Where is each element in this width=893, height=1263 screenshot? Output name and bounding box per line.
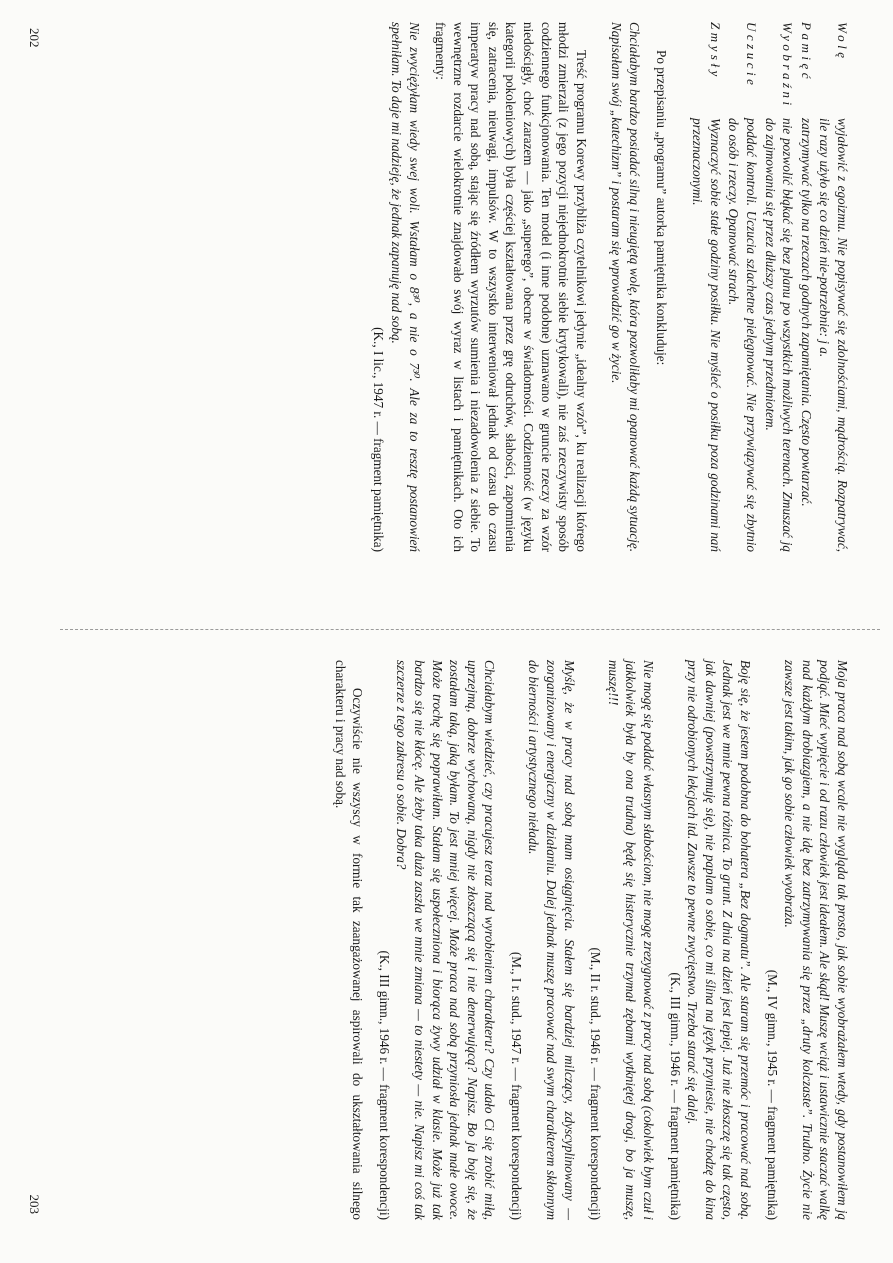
citation: (M., II r. stud., 1946 r. — fragment korespondencji)	[588, 947, 604, 1220]
row-label: Zmysły	[707, 22, 723, 80]
body-paragraph: Oczywiście nie wszyscy w formie tak zaangażowanej aspirowali do ukształtowania silnego charakteru i pracy nad sobą.	[332, 660, 366, 1220]
page-number: 203	[26, 1194, 42, 1214]
citation: (K., I lic., 1947 r. — fragment pamiętnika)	[371, 327, 387, 552]
intro-paragraph: Po przepisaniu „programu” autorka pamiętnika konkluduje:	[653, 50, 669, 366]
page-divider	[60, 629, 880, 630]
program-row-will	[816, 22, 851, 552]
row-text: nie pozwolić błąkać się bez planu po wszystkich możliwych terenach. Zmuszać ją do zajmowania się przez dłuższy czas jednym przedmiotem.	[762, 118, 796, 552]
citation: (M., IV gimn., 1945 r. — fragment pamiętnika)	[764, 969, 780, 1220]
citation: (K., III gimn., 1946 r. — fragment pamiętnika)	[667, 972, 683, 1220]
program-row-memory	[797, 22, 815, 552]
row-text: Wyznaczyć sobie stałe godziny posiłku. Nie myśleć o posiłku poza godzinami nań przeznaczonymi.	[690, 118, 723, 552]
row-text: poddać kontroli. Uczucia szlachetne pielęgnować. Nie przywiązywać się zbytnio do osób i rzeczy. Opanować strach.	[726, 118, 760, 552]
citation: (M., I r. stud., 1947 r. — fragment korespondencji)	[508, 951, 524, 1220]
quote-paragraph: Chciałabym wiedzieć, czy pracujesz teraz nad wyrobieniem charakteru? Czy udało Ci się zrobić miłą, uprzejmą, dobrze wychowaną, nigdy nie złoszczącą się i nie denerwującą? Napisz. Bo ja boję się, że zostałam taką, jaką byłam. To jest mniej więcej. Może praca nad sobą przyniosła jednak małe owoce. Może trochę się poprawiłam. Stałam się uspołeczniona i biorąca żywy udział w klasie. Może już tak bardzo się nie kłócę. Ale żeby taka duża zaszła we mnie zmiana — to niestety — nie. Napisz mi coś tak szczerze z tego zakresu o sobie. Dobra?	[394, 660, 498, 1220]
body-paragraph: Treść programu Korewy przybliża czytelnikowi jedynie „idealny wzór”, ku realizacji którego młodzi zmierzali (z jego pozycji niejednokrotnie siebie krytykowali), nie zaś rzeczywisty sposób codziennego funkcjonowania. Ten model (i inne podobne) uznawano w gruncie rzeczy za wzór niedościgły, choć zarazem — jako „superego”, obecne w świadomości. Codzienność (w języku kategorii pokoleniowych) była częściej kształtowana przez grę odruchów, słabości, zapomnienia się, zatracenia, nieuwagi, impulsów. W to wszystko interweniował jednak od czasu do czasu imperatyw pracy nad sobą, stając się źródłem wyrzutów sumienia i niezadowolenia z siebie. To wewnętrzne rozdarcie wielokrotnie znajdowało swój wyraz w listach i pamiętnikach. Oto ich fragmenty:	[433, 22, 589, 552]
program-row-senses	[689, 22, 724, 552]
program-row-feeling	[725, 22, 760, 552]
page-203	[26, 660, 851, 1220]
citation: (K., III gimn., 1946 r. — fragment korespondencji)	[376, 950, 392, 1220]
program-row-imagination	[761, 22, 796, 552]
quote-paragraph: Myślę, że w pracy nad sobą mam osiągnięcia. Stałem się bardziej milczący, zdyscyplinowany — zorganizowany i energiczny w działaniu. Dalej jednak muszę pracować nad swym charakterem skłonnym do bierności i artystycznego nieładu.	[526, 660, 577, 1220]
row-label: Pamięć	[798, 22, 814, 82]
quote-paragraph: Nie mogę się poddać własnym słabościom, nie mogę zrezygnować z pracy nad sobą (cokolwiek bym czuł i jakkolwiek była by ona trudna) będę się histerycznie trzymał zębami wytkniętej drogi, bo ja muszę, muszę!!!	[605, 660, 657, 1220]
row-label: Wyobraźni	[780, 22, 796, 109]
row-text: zatrzymywać tylko na rzeczach godnych zapamiętania. Często powtarzać.	[798, 118, 814, 507]
page-202	[26, 22, 851, 552]
quote-paragraph: Chciałabym bardzo posiadać silną i nieugiętą wolę, która pozwoliłaby mi opanować każdą sytuację. Napisałam swój „katechizm” i postaram się wprowadzić go w życie.	[609, 22, 643, 552]
quote-paragraph: Nie zwyciężyłam wiedy swej woli. Wstałam o 8³⁰, a nie o 7³⁰. Ale za to resztę postanowień spełniłam. To daje mi nadzieję, że jednak zapanuję nad sobą.	[388, 22, 422, 552]
row-text: wyjałowić z egoizmu. Nie popisywać się zdolnościami, mądrością. Rozpatrywać, ile razy użyło się co dzień nie-potrzebnie: j a.	[817, 118, 850, 552]
row-label: Uczucie	[744, 22, 760, 89]
quote-paragraph: Boję się, że jestem podobna do bohatera „Bez dogmatu”. Ale staram się przemóc i pracować nad sobą. Jednak jest we mnie pewna różnica. To grunt. Z dnia na dzień jest lepiej. Już nie złoszczę się tak często, jak dawniej (powstrzymuję się), nie paplam o sobie, co mi ślina na język przyniesie, nie chodzę do kina przy nie odrobionych lekcjach itd. Zawsze to pewne zwycięstwo. Trzeba starać się dalej.	[685, 660, 754, 1220]
page-number: 202	[26, 28, 42, 48]
quote-paragraph: Moja praca nad sobą wcale nie wygląda tak prosto, jak sobie wyobrażałem wtedy, gdy postanowiłem ją podjąć. Mieć wypięcie i od razu człowiek jest ideałem. Ale skąd! Muszę wciąż i ustawicznie staczać walkę nad każdym drobiazgiem, a nie idę bez zatrzymywania się przez „druty kolczaste”. Trudno. Życie nie zawsze jest takim, jak go sobie człowiek wyobraża.	[782, 660, 850, 1220]
row-label: Wolę	[835, 22, 850, 62]
